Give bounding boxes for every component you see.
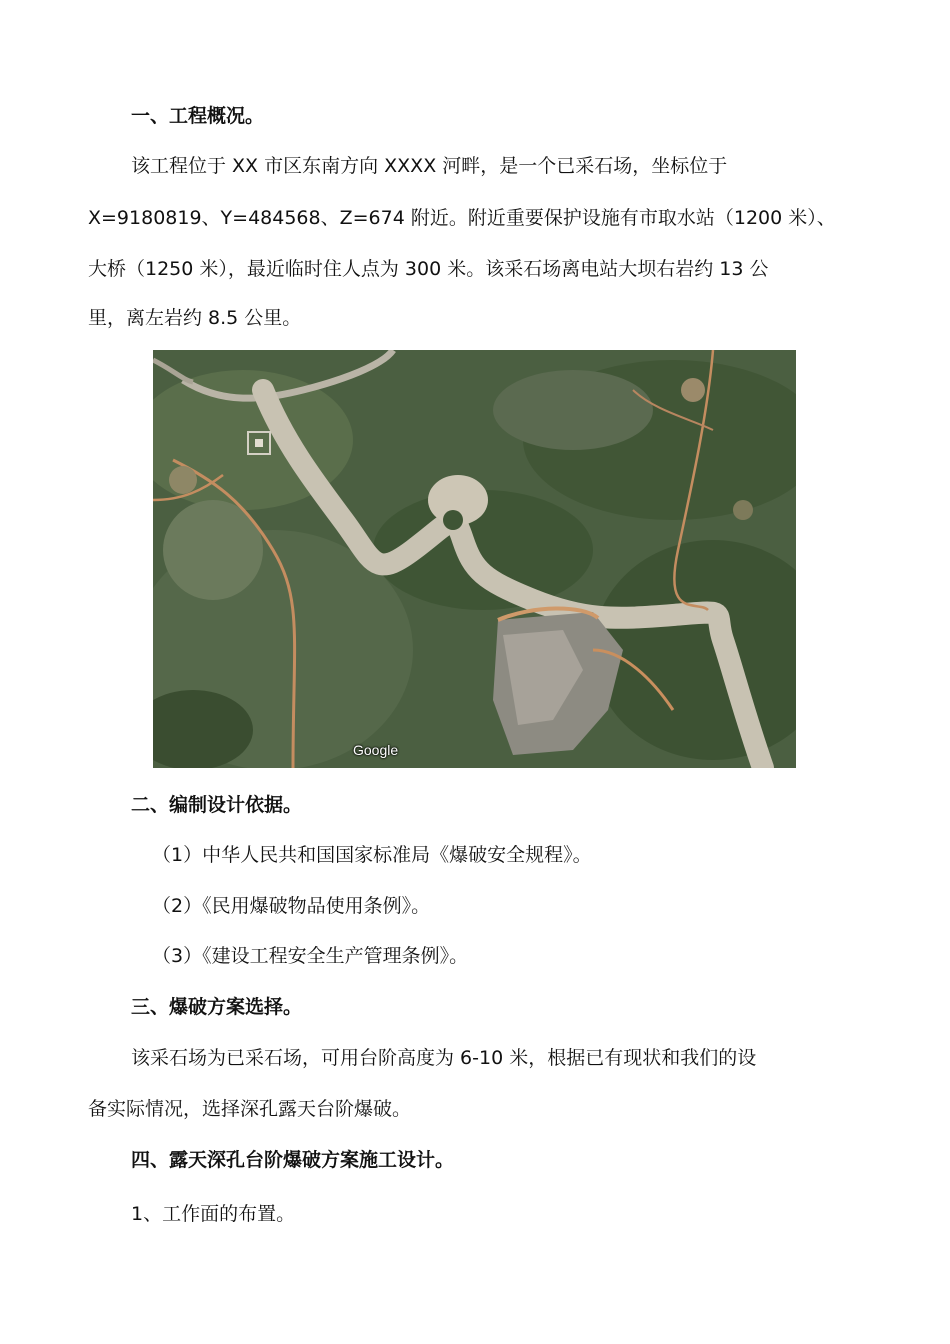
paragraph-line: 大桥（1250 米），最近临时住人点为 300 米。该采石场离电站大坝右岩约 13 公 (88, 258, 769, 280)
section-heading-4: 四、露天深孔台阶爆破方案施工设计。 (131, 1149, 455, 1171)
paragraph-line: 里，离左岩约 8.5 公里。 (88, 307, 302, 329)
google-watermark: Google (353, 742, 399, 758)
paragraph-line: 该采石场为已采石场，可用台阶高度为 6-10 米，根据已有现状和我们的设 (131, 1047, 757, 1069)
satellite-terrain (153, 350, 796, 768)
paragraph-line: X=9180819、Y=484568、Z=674 附近。附近重要保护设施有市取水站（1200 米）、 (88, 207, 836, 229)
satellite-map-image (153, 350, 796, 768)
paragraph-line: 该工程位于 XX 市区东南方向 XXXX 河畔，是一个已采石场，坐标位于 (131, 155, 728, 177)
section-heading-3: 三、爆破方案选择。 (131, 996, 303, 1018)
list-item: （1）中华人民共和国国家标准局《爆破安全规程》。 (152, 844, 592, 866)
subsection-heading: 1、工作面的布置。 (131, 1203, 296, 1225)
list-item: （3）《建设工程安全生产管理条例》。 (152, 945, 469, 967)
paragraph-line: 备实际情况，选择深孔露天台阶爆破。 (88, 1098, 412, 1120)
section-heading-2: 二、编制设计依据。 (131, 794, 303, 816)
section-heading-1: 一、工程概况。 (131, 105, 265, 127)
list-item: （2）《民用爆破物品使用条例》。 (152, 895, 431, 917)
